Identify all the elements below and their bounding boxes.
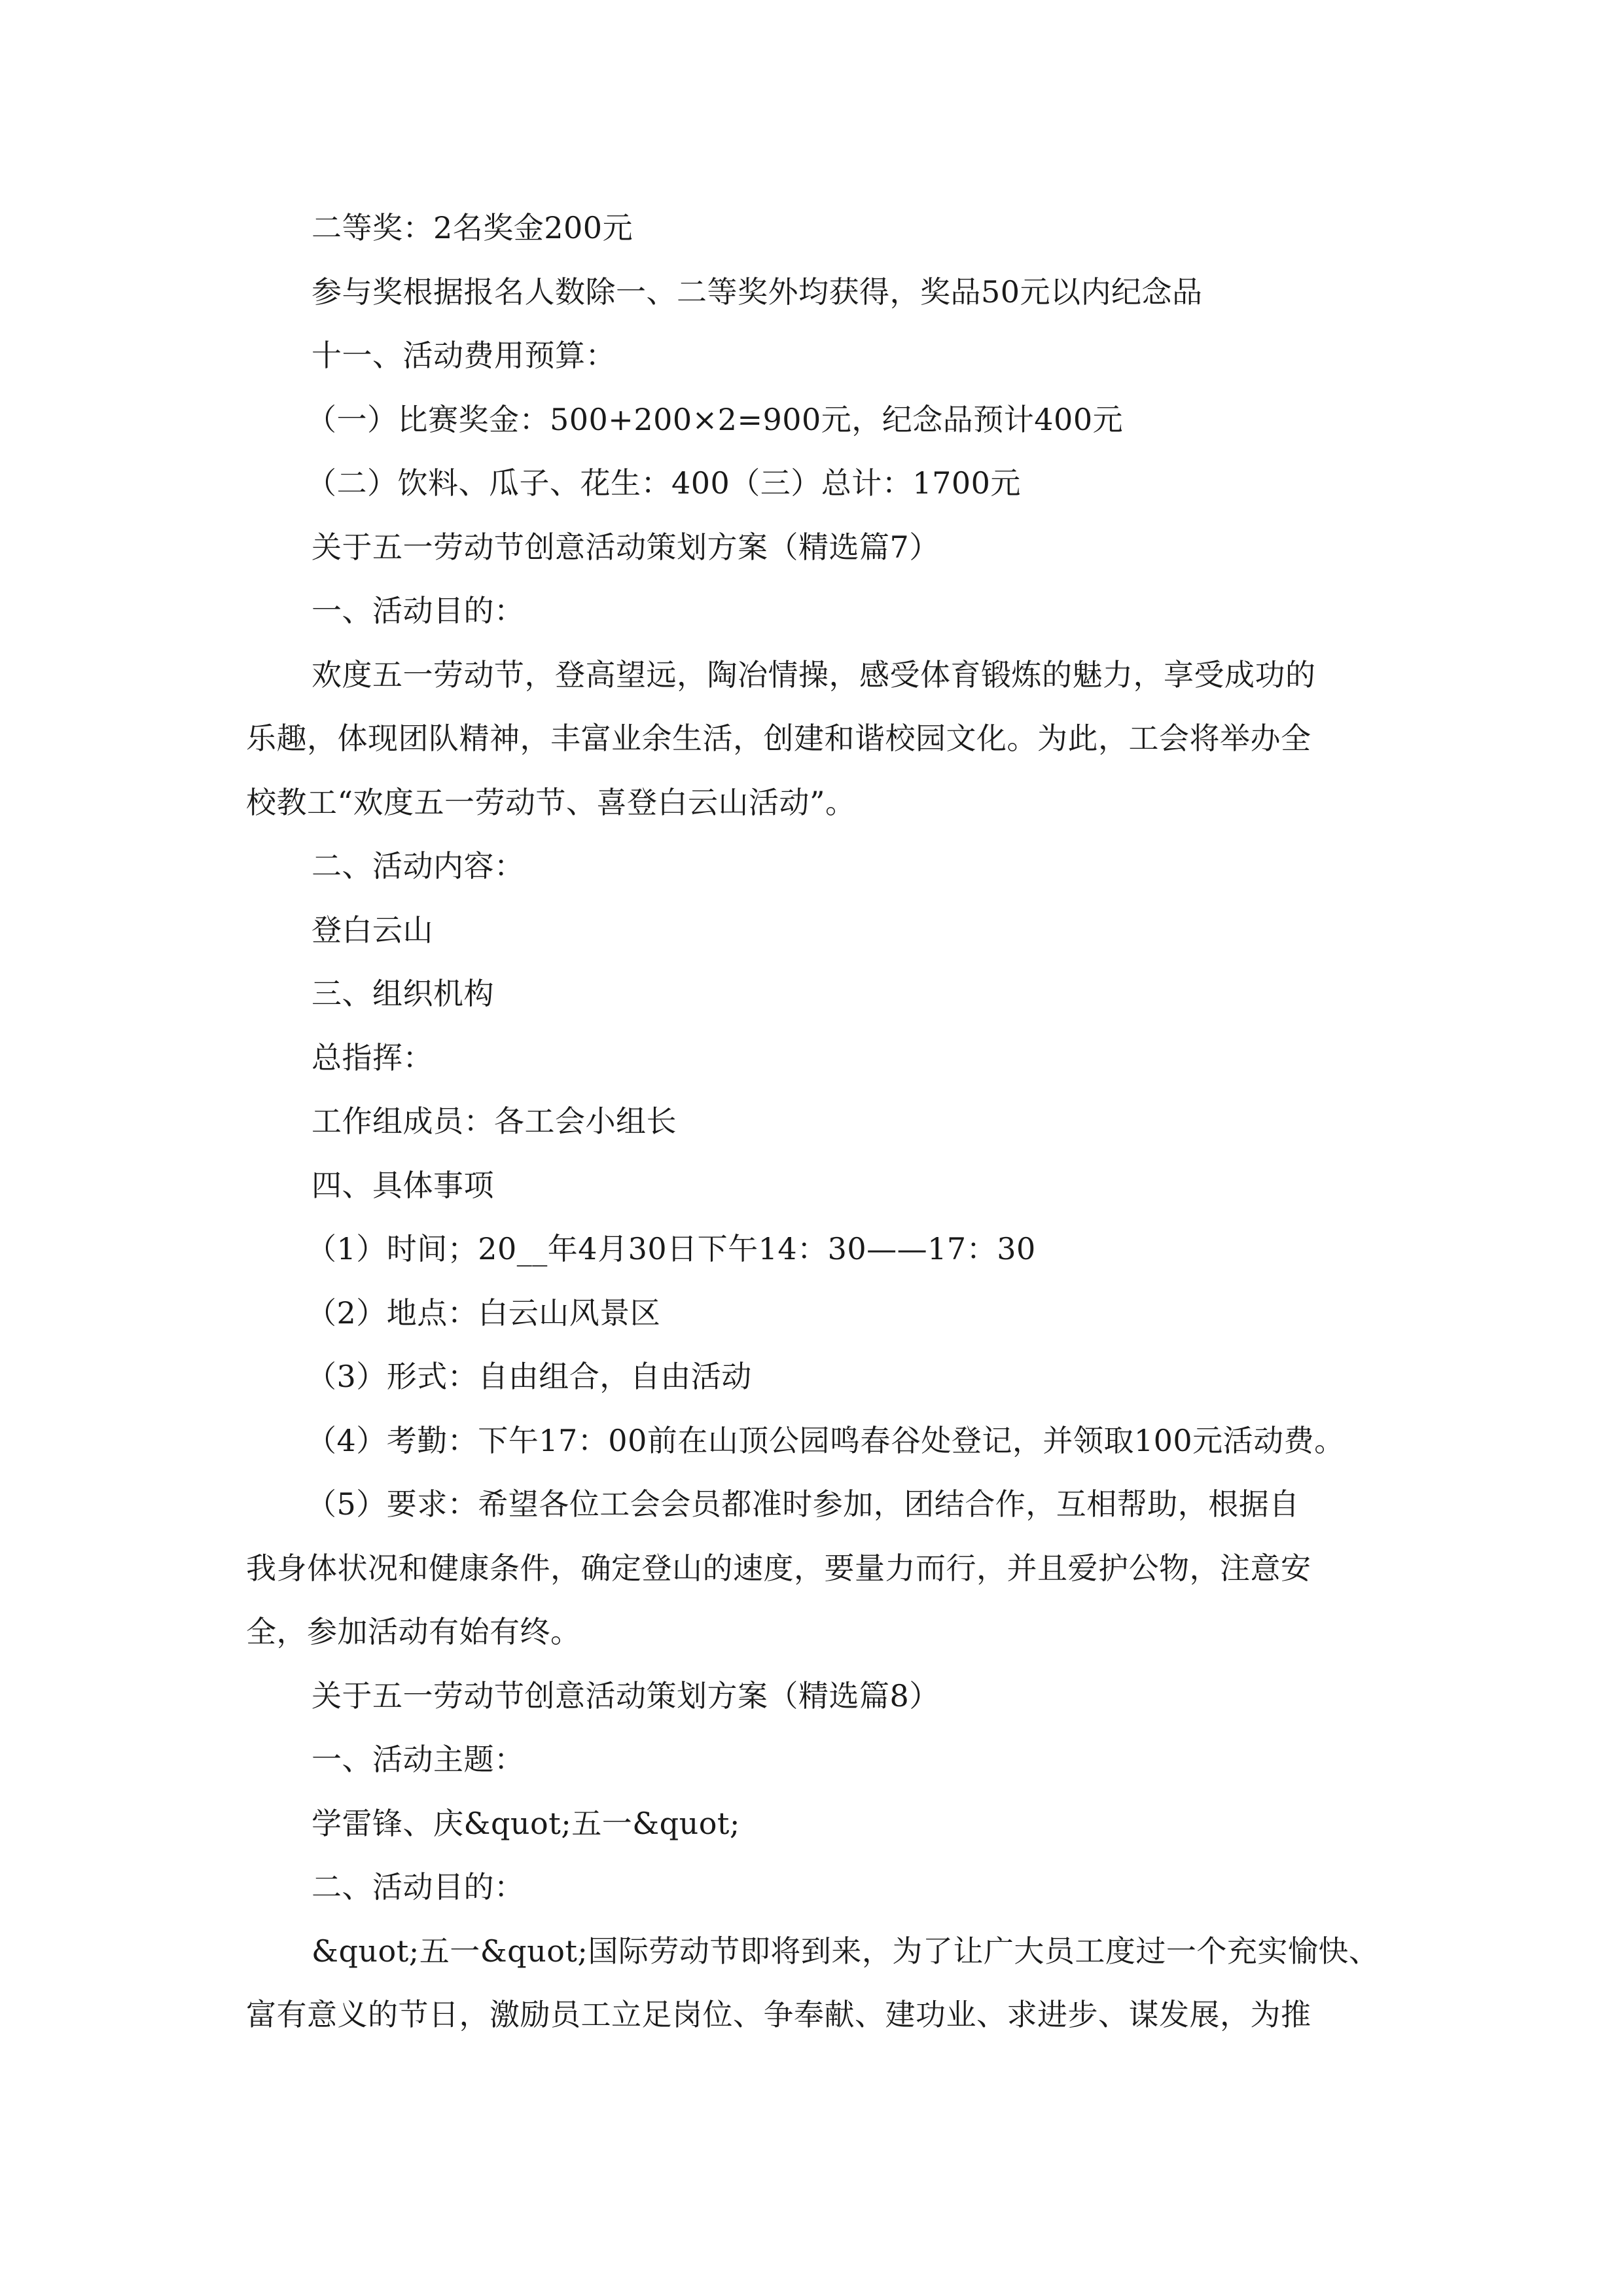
section-heading: 二、活动目的： — [312, 1869, 525, 1905]
text-line: （2）地点：白云山风景区 — [306, 1295, 661, 1331]
text-line: 工作组成员：各工会小组长 — [312, 1103, 677, 1139]
text-line: 参与奖根据报名人数除一、二等奖外均获得，奖品50元以内纪念品 — [312, 274, 1203, 310]
section-heading: 四、具体事项 — [312, 1167, 494, 1203]
paragraph-line: 富有意义的节日，激励员工立足岗位、争奉献、建功业、求进步、谋发展，为推 — [246, 1997, 1311, 2032]
paragraph-line: （5）要求：希望各位工会会员都准时参加，团结合作，互相帮助，根据自 — [306, 1486, 1300, 1522]
section-heading: 十一、活动费用预算： — [312, 338, 616, 373]
text-line: （一）比赛奖金：500+200×2=900元，纪念品预计400元 — [306, 401, 1124, 437]
paragraph-line: 全，参加活动有始有终。 — [246, 1614, 581, 1649]
article-title: 关于五一劳动节创意活动策划方案（精选篇7） — [312, 529, 940, 565]
section-heading: 一、活动目的： — [312, 593, 525, 628]
text-line: （3）形式：自由组合，自由活动 — [306, 1359, 752, 1394]
section-heading: 三、组织机构 — [312, 976, 494, 1011]
text-line: 总指挥： — [312, 1039, 433, 1075]
paragraph-line: &quot;五一&quot;国际劳动节即将到来，为了让广大员工度过一个充实愉快、 — [312, 1933, 1380, 1969]
text-line: （4）考勤：下午17：00前在山顶公园鸣春谷处登记，并领取100元活动费。 — [306, 1422, 1345, 1458]
section-heading: 一、活动主题： — [312, 1742, 525, 1777]
paragraph-line: 我身体状况和健康条件，确定登山的速度，要量力而行，并且爱护公物，注意安 — [246, 1550, 1311, 1586]
text-line: 二等奖：2名奖金200元 — [312, 210, 633, 245]
paragraph-line: 乐趣，体现团队精神，丰富业余生活，创建和谐校园文化。为此，工会将举办全 — [246, 721, 1311, 756]
paragraph-line: 欢度五一劳动节，登高望远，陶冶情操，感受体育锻炼的魅力，享受成功的 — [312, 656, 1316, 692]
text-line: 学雷锋、庆&quot;五一&quot; — [312, 1805, 740, 1841]
text-line: 登白云山 — [312, 912, 433, 948]
paragraph-line: 校教工“欢度五一劳动节、喜登白云山活动”。 — [246, 784, 856, 820]
article-title: 关于五一劳动节创意活动策划方案（精选篇8） — [312, 1677, 940, 1713]
text-line: （1）时间；20__年4月30日下午14：30——17：30 — [306, 1231, 1036, 1266]
document-body — [246, 196, 1378, 2047]
text-line: （二）饮料、瓜子、花生：400（三）总计：1700元 — [306, 465, 1021, 501]
section-heading: 二、活动内容： — [312, 848, 525, 884]
